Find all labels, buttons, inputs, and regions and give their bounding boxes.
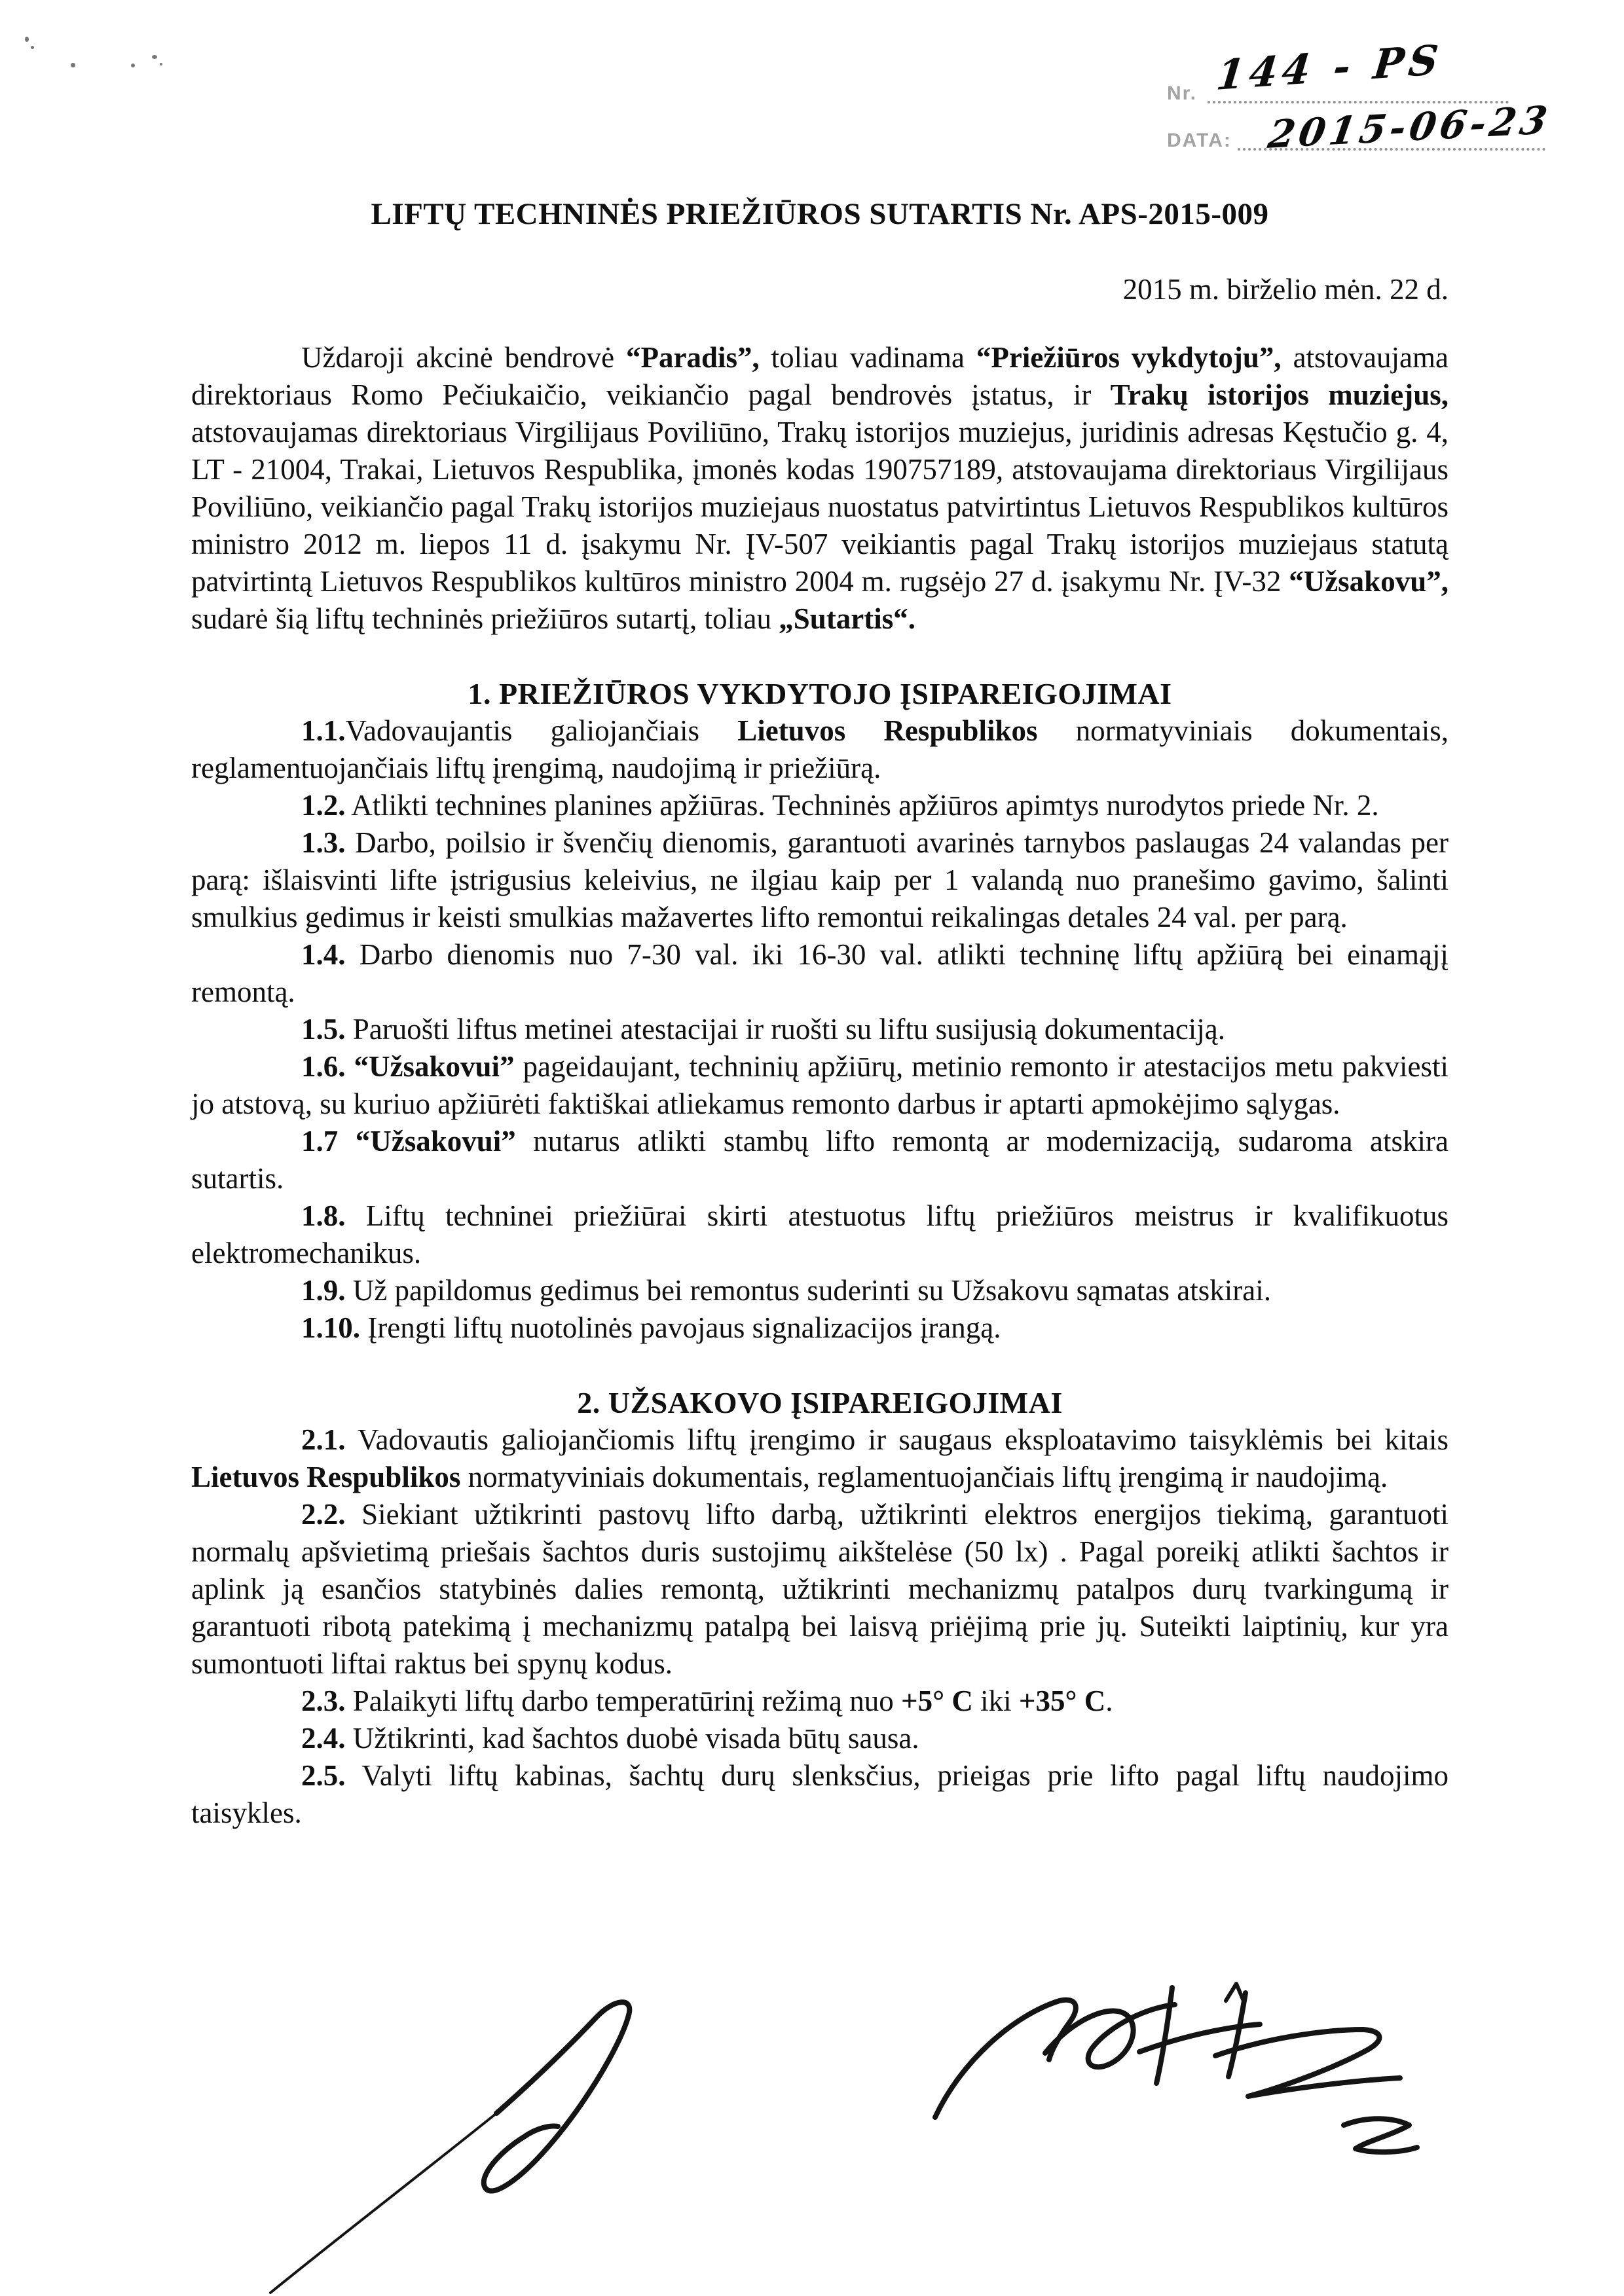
text-run: +5° C xyxy=(901,1685,973,1717)
text-run: 1.4. xyxy=(301,938,346,971)
text-run: Darbo, poilsio ir švenčių dienomis, garantuoti avarinės tarnybos paslaugas 24 valandas per parą: išlaisvinti lifte įstrigusius keleivius, ne ilgiau kaip per 1 valandą nuo pranešimo gavimo, šalinti smulkius gedimus ir keisti smulkias mažavertes lifto remontui reikalingas detales 24 val. per parą. xyxy=(191,826,1449,934)
text-run: 1.8. xyxy=(301,1199,346,1232)
clause-1-7 xyxy=(191,1123,1449,1197)
text-run: 1. PRIEŽIŪROS VYKDYTOJO ĮSIPAREIGOJIMAI xyxy=(468,677,1172,710)
text-run: atstovaujamas direktoriaus Virgilijaus Poviliūno, Trakų istorijos muziejus, juridinis adresas Kęstučio g. 4, LT - 21004, Trakai, Lietuvos Respublika, įmonės kodas 190757189, atstovaujama direktoriaus Virgilijaus Poviliūno, veikiančio pagal Trakų istorijos muziejaus nuostatus patvirtintus Lietuvos Respublikos kultūros ministro 2012 m. liepos 11 d. įsakymu Nr. ĮV-507 veikiantis pagal Trakų istorijos muziejaus statutą patvirtintą Lietuvos Respublikos kultūros ministro 2004 m. rugsėjo 27 d. įsakymu Nr. ĮV-32 xyxy=(191,416,1449,598)
section-1-heading xyxy=(191,675,1449,712)
scan-noise xyxy=(31,46,34,49)
text-run: Liftų techninei priežiūrai skirti atestuotus liftų priežiūros meistrus ir kvalifikuotus elektromechanikus. xyxy=(191,1199,1449,1269)
text-run: 2.3. xyxy=(301,1685,346,1717)
text-run: 2.2. xyxy=(301,1498,346,1531)
text-run: 1.7 “Užsakovui” xyxy=(301,1125,516,1157)
registration-stamp xyxy=(1167,35,1555,157)
text-run: toliau vadinama xyxy=(759,341,976,374)
text-run: Užtikrinti, kad šachtos duobė visada būtų sausa. xyxy=(345,1722,919,1755)
text-run: iki xyxy=(972,1685,1019,1717)
text-run: Darbo dienomis nuo 7-30 val. iki 16-30 val. atlikti techninę liftų apžiūrą bei einamąjį remontą. xyxy=(191,938,1449,1008)
clause-2-3 xyxy=(191,1683,1449,1720)
text-run: Už papildomus gedimus bei remontus suderinti su Užsakovu sąmatas atskirai. xyxy=(345,1274,1272,1307)
text-run: Siekiant užtikrinti pastovų lifto darbą, užtikrinti elektros energijos tiekimą, garantuoti normalų apšvietimą priešais šachtos duris sustojimų aikštelėse (50 lx) . Pagal poreikį atlikti šachtos ir aplink ją esančios statybinės dalies remontą, užtikrinti mechanizmų patalpos durų tvarkingumą ir garantuoti ribotą patekimą į mechanizmų patalpą bei laisvą priėjimą prie jų. Suteikti laiptinių, kur yra sumontuoti liftai raktus bei spynų kodus. xyxy=(191,1498,1449,1680)
clause-1-6 xyxy=(191,1048,1449,1123)
clause-1-3 xyxy=(191,824,1449,936)
clause-1-5 xyxy=(191,1011,1449,1048)
clause-1-10 xyxy=(191,1309,1449,1347)
stamp-nr-value: 144 - PS xyxy=(1214,35,1445,100)
document-title: LIFTŲ TECHNINĖS PRIEŽIŪROS SUTARTIS Nr. APS-2015-009 xyxy=(371,197,1269,231)
signature-right xyxy=(935,1984,1417,2152)
stamp-nr-row xyxy=(1167,35,1534,107)
text-run: 1.6. “Užsakovui” xyxy=(301,1050,515,1083)
intro-paragraph xyxy=(191,339,1449,638)
text-run: „Sutartis“. xyxy=(779,602,916,635)
clause-1-9 xyxy=(191,1272,1449,1309)
clause-1-1 xyxy=(191,712,1449,787)
text-run: Vadovaujantis galiojančiais xyxy=(345,714,738,747)
clause-2-1 xyxy=(191,1421,1449,1496)
clause-1-2 xyxy=(191,787,1449,824)
clause-2-5 xyxy=(191,1757,1449,1832)
text-run: normatyviniais dokumentais, reglamentuojančiais liftų įrengimą, naudojimą ir priežiūrą. xyxy=(191,714,1449,784)
text-run: Lietuvos Respublikos xyxy=(737,714,1038,747)
text-run: sudarė šią liftų techninės priežiūros sutartį, toliau xyxy=(191,602,779,635)
text-run: Atlikti technines planines apžiūras. Techninės apžiūros apimtys nurodytos priede Nr. 2. xyxy=(345,789,1379,822)
clause-2-2 xyxy=(191,1496,1449,1683)
clause-1-8 xyxy=(191,1197,1449,1272)
text-run: 2.5. xyxy=(301,1759,346,1792)
text-run: 1.2. xyxy=(301,789,346,822)
text-run: normatyviniais dokumentais, reglamentuojančiais liftų įrengimą ir naudojimą. xyxy=(460,1461,1388,1493)
stamp-nr-label: Nr. xyxy=(1167,82,1198,104)
signature-left xyxy=(270,2002,629,2293)
text-run: “Paradis”, xyxy=(625,341,760,374)
scan-noise xyxy=(25,37,29,42)
scan-noise xyxy=(152,55,157,59)
text-run: 2.1. xyxy=(301,1423,346,1456)
stamp-date-row xyxy=(1167,97,1555,157)
text-run: atstovaujama direktoriaus Romo Pečiukaičio, veikiančio pagal bendrovės įstatus, ir xyxy=(191,341,1449,411)
text-run: 1.10. xyxy=(301,1311,360,1344)
text-run: . xyxy=(1105,1685,1113,1717)
text-run: Paruošti liftus metinei atestacijai ir ruošti su liftu susijusią dokumentaciją. xyxy=(345,1013,1226,1046)
text-run: 1.3. xyxy=(301,826,346,859)
text-run: 2.4. xyxy=(301,1722,346,1755)
text-run: nutarus atlikti stambų lifto remontą ar modernizaciją, sudaroma atskira sutartis. xyxy=(191,1125,1449,1195)
text-run: +35° C xyxy=(1018,1685,1106,1717)
text-run: 2. UŽSAKOVO ĮSIPAREIGOJIMAI xyxy=(577,1386,1063,1419)
scan-noise xyxy=(131,64,135,67)
text-run: “Priežiūros vykdytoju”, xyxy=(976,341,1282,374)
stamp-date-label: DATA: xyxy=(1167,130,1232,151)
text-run: Trakų istorijos muziejus, xyxy=(1110,378,1449,411)
text-run: Palaikyti liftų darbo temperatūrinį režimą nuo xyxy=(345,1685,901,1717)
text-run: 1.5. xyxy=(301,1013,346,1046)
document-body xyxy=(191,339,1449,1832)
section-2-heading xyxy=(191,1384,1449,1421)
text-run: 1.1. xyxy=(301,714,346,747)
text-run: Lietuvos Respublikos xyxy=(191,1461,461,1493)
clause-2-4 xyxy=(191,1720,1449,1757)
text-run: pageidaujant, techninių apžiūrų, metinio remonto ir atestacijos metu pakviesti jo atstovą, su kuriuo apžiūrėti faktiškai atliekamus remonto darbus ir aptarti apmokėjimo sąlygas. xyxy=(191,1050,1449,1120)
scan-noise xyxy=(160,63,162,65)
clause-1-4 xyxy=(191,936,1449,1011)
text-run: Vadovautis galiojančiomis liftų įrengimo ir saugaus eksploatavimo taisyklėmis bei kitais xyxy=(345,1423,1449,1456)
document-date: 2015 m. birželio mėn. 22 d. xyxy=(1122,273,1449,306)
text-run: Valyti liftų kabinas, šachtų durų slenksčius, prieigas prie lifto pagal liftų naudojimo taisykles. xyxy=(191,1759,1449,1829)
text-run: Įrengti liftų nuotolinės pavojaus signalizacijos įrangą. xyxy=(360,1311,1001,1344)
stamp-date-value: 2015-06-23 xyxy=(1265,97,1555,157)
text-run: “Užsakovu”, xyxy=(1289,565,1449,598)
text-run: Uždaroji akcinė bendrovė xyxy=(301,341,626,374)
text-run: 1.9. xyxy=(301,1274,346,1307)
document-content xyxy=(191,196,1449,1832)
scan-noise xyxy=(71,63,75,67)
